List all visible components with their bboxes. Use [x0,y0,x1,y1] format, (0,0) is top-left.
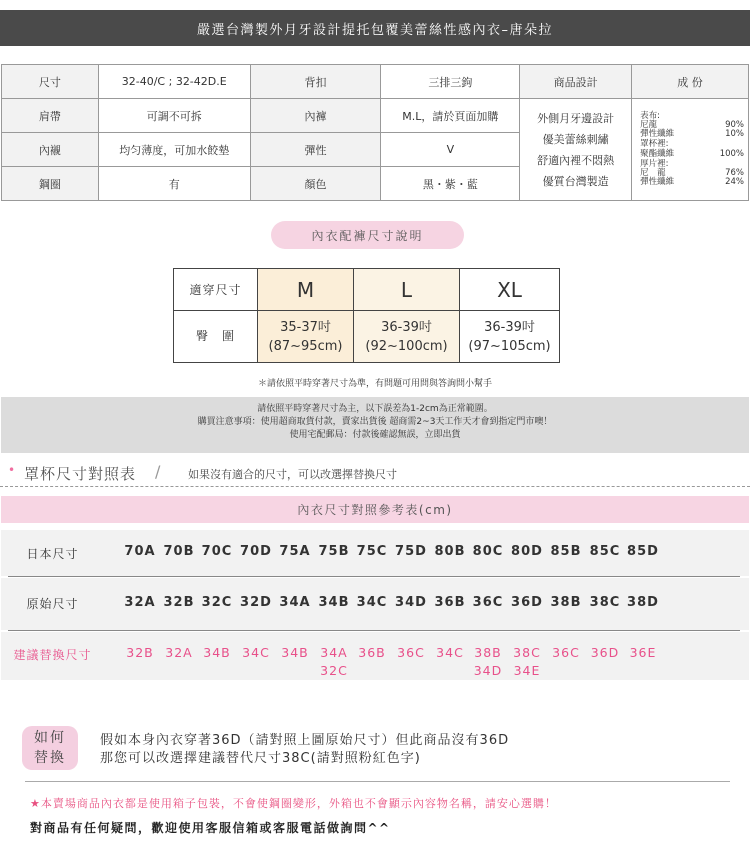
product-title: 嚴選台灣製外月牙設計提托包覆美蕾絲性感內衣–唐朵拉 [196,22,553,38]
japan-size-cell: 70A [124,544,156,559]
comp-row: 厚片裡: [640,158,669,169]
suggest-size-value: 34C [436,645,464,660]
suggest-size-value: 36C [397,645,425,660]
spec-strap-value: 可調不可拆 [98,99,250,133]
suggest-size-cell [162,644,196,662]
japan-size-cell: 70D [240,544,272,559]
bra-panty-size-pill [271,221,464,249]
comp-row: 彈性纖維 24% [640,177,744,188]
comp-row: 尼 龍 76% [640,167,744,178]
original-size-cell: 34A [279,595,311,610]
design-point: 舒適內裡不悶熱 [537,153,615,167]
size-name-xl: XL [460,269,560,311]
contact-note: 對商品有任何疑問，歡迎使用客服信箱或客服電話做詢問^^ [30,821,391,835]
comp-row: 彈性纖維 10% [640,129,744,140]
howto-line: 那您可以改選擇建議替代尺寸38C(請對照粉紅色字) [100,751,421,766]
bra-panty-size-pill-text: 內衣配褲尺寸說明 [311,228,424,243]
suggest-size-value: 36D [590,645,620,660]
original-size-cell: 32C [201,595,233,610]
spec-size-label: 尺寸 [2,65,99,99]
japan-size-cell: 75B [318,544,350,559]
original-size-cell: 32B [163,595,195,610]
japan-size-cell: 85C [589,544,621,559]
original-size-cell: 36C [472,595,504,610]
suggest-size-value: 32C [320,663,348,678]
original-size-cell: 36D [511,595,543,610]
cup-size-title: 罩杯尺寸對照表 [24,465,137,483]
suggest-size-cell [355,644,389,662]
spec-back-label: 背扣 [250,65,381,99]
size-name-l: L [354,269,460,311]
suggest-size-value: 38C [513,645,541,660]
japan-size-cell: 70C [201,544,233,559]
row-separator [8,630,740,631]
original-size-cell: 38C [589,595,621,610]
japan-size-row [1,530,749,576]
fit-size-label: 適穿尺寸 [174,269,258,311]
suggest-size-cell [471,644,505,680]
spec-back-value: 三排三鉤 [381,65,520,99]
suggest-size-value: 32B [126,645,154,660]
spec-elastic-value: V [381,133,520,167]
spec-elastic-label: 彈性 [250,133,381,167]
size-hip-row [174,311,560,363]
suggest-size-cell [626,644,660,662]
japan-size-cell: 75C [356,544,388,559]
how-to-replace-text [100,732,509,768]
row-separator [8,576,740,577]
japan-size-cell: 70B [163,544,195,559]
suggest-size-cell [588,644,622,662]
spec-color-value: 黑・紫・藍 [381,167,520,201]
spec-design-label: 商品設計 [520,65,632,99]
design-point: 外側月牙邊設計 [537,111,615,125]
spec-lining-label: 內襯 [2,133,99,167]
hip-xl: 36-39吋 (97~105cm) [460,311,560,363]
spec-row-size [2,65,749,99]
slash-divider: / [155,462,161,481]
original-size-cell: 34C [356,595,388,610]
original-size-cell: 34D [395,595,427,610]
how-to-replace-badge: 如何 替換 [22,726,78,770]
design-point: 優美蕾絲刺繡 [542,132,609,146]
suggest-size-value: 34E [513,663,541,678]
comp-row: 表布: [640,110,660,121]
design-point: 優質台灣製造 [542,174,609,188]
spec-strap-label: 肩帶 [2,99,99,133]
spec-row-strap [2,99,749,133]
packaging-notice [30,795,557,811]
spec-wire-value: 有 [98,167,250,201]
original-size-cell: 36B [434,595,466,610]
spec-color-label: 顏色 [250,167,381,201]
suggest-size-cell [123,644,157,662]
suggest-size-value: 36B [358,645,386,660]
suggest-size-value: 38B [474,645,502,660]
spec-size-value: 32-40/C ; 32-42D.E [98,65,250,99]
original-size-cell: 32D [240,595,272,610]
howto-line: 假如本身內衣穿著36D（請對照上圖原始尺寸）但此商品沒有36D [100,733,510,748]
cup-size-subtitle: 如果沒有適合的尺寸，可以改選擇替換尺寸 [188,468,397,481]
suggest-size-value: 34D [473,663,503,678]
suggest-size-value: 32A [165,645,193,660]
spec-composition [632,99,749,201]
packaging-notice-text: 本賣場商品內衣都是使用箱子包裝，不會使鋼圈變形，外箱也不會顯示內容物名稱，請安心選購！ [40,797,557,810]
suggest-size-value: 34A [320,645,348,660]
cup-size-section-header [0,461,750,487]
hip-label: 臀 圍 [174,311,258,363]
purchase-note: 購買注意事項：使用超商取貨付款，賣家出貨後 超商需2~3天工作天才會到指定門市噢！ [197,417,553,427]
purchase-notes-box [1,397,749,453]
spec-comp-label: 成 份 [632,65,749,99]
spec-wire-label: 鋼圈 [2,167,99,201]
bra-reference-title: 內衣尺寸對照參考表(cm) [297,503,453,517]
japan-size-label: 日本尺寸 [26,547,79,561]
japan-size-cell: 75A [279,544,311,559]
spec-panty-value: M.L，請於頁面加購 [381,99,520,133]
spec-design-points [520,99,632,201]
bullet-dot-icon: • [8,463,16,477]
spec-lining-value: 均匀薄度，可加水餃墊 [98,133,250,167]
suggest-size-cell [239,644,273,662]
star-icon: ★ [30,797,41,810]
comp-row: 聚酯纖維 100% [640,148,744,159]
suggest-size-value: 36E [629,645,657,660]
japan-size-cell: 85B [550,544,582,559]
comp-row: 罩杯裡: [640,139,669,150]
spec-panty-label: 內褲 [250,99,381,133]
original-size-cell: 32A [124,595,156,610]
product-title-bar [0,10,750,46]
suggested-size-row [1,632,749,680]
suggested-size-label: 建議替換尺寸 [13,648,92,662]
suggest-size-cell [278,644,312,662]
bra-reference-title-bar [1,496,749,523]
size-header-row [174,269,560,311]
original-size-cell: 38D [627,595,659,610]
suggest-size-cell [394,644,428,662]
japan-size-cell: 80C [472,544,504,559]
japan-size-cell: 80B [434,544,466,559]
original-size-cell: 34B [318,595,350,610]
suggest-size-value: 34B [281,645,309,660]
suggest-size-cell [200,644,234,662]
purchase-note: 請依照平時穿著尺寸為主，以下誤差為1-2cm為正常範圍。 [257,404,493,414]
purchase-note: 使用宅配郵局：付款後確認無誤，立即出貨 [289,430,461,440]
japan-size-cell: 75D [395,544,427,559]
size-name-m: M [258,269,354,311]
panty-size-table [173,268,560,363]
suggest-size-value: 34B [203,645,231,660]
suggest-size-cell [510,644,544,680]
spec-table [1,64,749,201]
suggest-size-value: 34C [242,645,270,660]
original-size-row [1,578,749,630]
suggest-size-cell [549,644,583,662]
original-size-cell: 38B [550,595,582,610]
divider-line [25,781,730,782]
japan-size-cell: 80D [511,544,543,559]
original-size-label: 原始尺寸 [26,597,79,611]
comp-row: 尼龍 90% [640,119,744,130]
japan-size-cell: 85D [627,544,659,559]
suggest-size-value: 36C [552,645,580,660]
hip-l: 36-39吋 (92~100cm) [354,311,460,363]
hip-m: 35-37吋 (87~95cm) [258,311,354,363]
size-note: ＊請依照平時穿著尺寸為準，有問題可用問與答詢問小幫手 [257,379,492,389]
suggest-size-cell [433,644,467,662]
suggest-size-cell [317,644,351,680]
